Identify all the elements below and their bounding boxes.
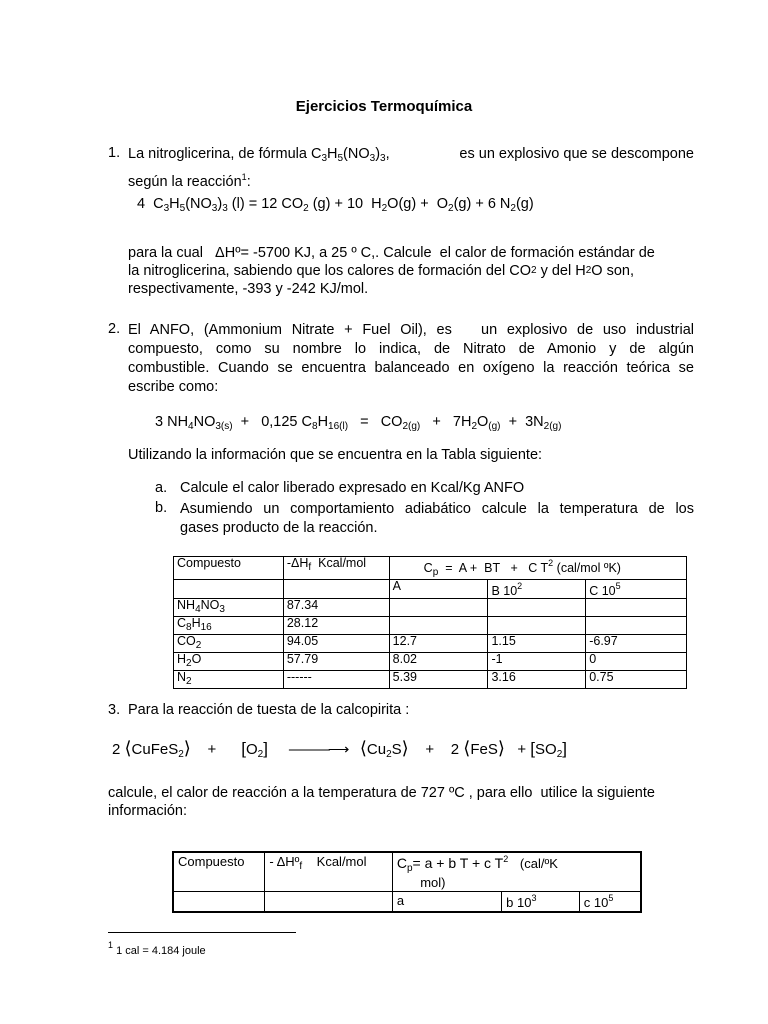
table-header-row (174, 557, 687, 580)
compound-cell: $NH_4NO_3$ (174, 599, 284, 617)
exercise-1-para-line2c: O son, (591, 263, 635, 279)
compound-cell: $CO_2$ (174, 635, 284, 653)
exercise-2-line3: combustible. Cuando se encuentra balanceado en oxígeno la reacción teórica se (128, 360, 694, 376)
exercise-1-intro-a: La nitroglicerina, de fórmula C (128, 146, 322, 162)
b-cell (488, 599, 586, 617)
exercise-3-reaction: 2 ⟨CuFeS$_2$⟩ + $[O_2]$ ———⟶ $⟨Cu_2S⟩$ + 2 ⟨FeS⟩ + $[SO_2]$ (112, 738, 568, 760)
c-cell: -6.97 (586, 635, 687, 653)
exercise-3-paragraph (108, 784, 694, 820)
page-title: Ejercicios Termoquímica (295, 98, 473, 115)
b-cell: 3.16 (488, 671, 586, 689)
table-row (174, 671, 687, 689)
header-compuesto: Compuesto (173, 852, 265, 892)
exercise-3-intro: Para la reacción de tuesta de la calcopirita : (128, 702, 410, 718)
dhf-cell: 28.12 (283, 617, 389, 635)
exercise-2-line1: El ANFO, (Ammonium Nitrate + Fuel Oil), es un explosivo de uso industrial (128, 322, 694, 338)
compound-cell: $N_2$ (174, 671, 284, 689)
exercise-1-para-line3: respectivamente, -393 y -242 KJ/mol. (128, 281, 369, 297)
subheader-c: C $10^5$ (586, 580, 687, 599)
exercise-2-utilizando: Utilizando la información que se encuentra en la Tabla siguiente: (128, 447, 543, 463)
header-dhf: $-\Delta H_f$ Kcal/mol (283, 557, 389, 580)
exercise-2-number: 2. (108, 321, 121, 337)
exercise-1-para-line1: para la cual ΔHº= -5700 KJ, a 25 º C,. Calcule el calor de formación estándar de (128, 245, 655, 261)
exercise-2-line4: escribe como: (128, 379, 219, 395)
exercise-1-para-line2b: y del H (536, 263, 586, 279)
subheader-b: b $10^3$ (502, 892, 580, 913)
exercise-1-intro-line2: según la reacción (128, 174, 242, 190)
exercise-3-para-line2: información: (108, 803, 187, 819)
a-cell: 5.39 (389, 671, 488, 689)
header-cp: $C_p = A$ + BT + C $T^2$ (cal/mol ºK) (389, 557, 686, 580)
item-a-marker: a. (155, 480, 168, 496)
a-cell (389, 599, 488, 617)
exercise-2-reaction: 3 $NH_4NO_{3(s)} + 0,125$ $C_8H_{16(l)} = CO_{2(g)} + 7H_2O_{(g)} + 3N_{2(g)}$ (155, 414, 562, 432)
exercise-1-number: 1. (108, 145, 121, 161)
dhf-cell: 94.05 (283, 635, 389, 653)
table-row (174, 653, 687, 671)
footnote-marker: 1 (108, 940, 114, 950)
exercise-3-para-line1: calcule, el calor de reacción a la temperatura de 727 ºC , para ello utilice la siguiente (108, 785, 655, 801)
table-row (174, 599, 687, 617)
item-a-text: Calcule el calor liberado expresado en Kcal/Kg ANFO (180, 480, 525, 496)
c-cell (586, 617, 687, 635)
table-row (174, 617, 687, 635)
anfo-data-table (173, 556, 687, 689)
a-cell (389, 617, 488, 635)
compound-cell: $C_8H_{16}$ (174, 617, 284, 635)
b-cell (488, 617, 586, 635)
exercise-3-number: 3. (108, 702, 121, 718)
table-row (174, 635, 687, 653)
table-header-row (173, 852, 641, 892)
table-subheader-row (174, 580, 687, 599)
exercise-1-reaction: 4 $C_3H_5(NO_3)_3$ (l) = 12 $CO_2$ (g) + 10 $H_2O(g) + O_2(g) + 6$ $N_2(g)$ (137, 196, 534, 214)
item-b-text (180, 500, 694, 538)
item-b-line2: gases producto de la reacción. (180, 520, 378, 536)
dhf-cell: 57.79 (283, 653, 389, 671)
exercise-1-para-line2: la nitroglicerina, sabiendo que los calores de formación del CO (128, 263, 531, 279)
exercise-2-line2: compuesto, como su nombre lo indica, de Nitrato de Amonio y de algún (128, 341, 694, 357)
c-cell: 0 (586, 653, 687, 671)
a-cell: 8.02 (389, 653, 488, 671)
compound-cell: $H_2O$ (174, 653, 284, 671)
b-cell: -1 (488, 653, 586, 671)
header-compuesto: Compuesto (174, 557, 284, 580)
footnote-separator (108, 932, 296, 933)
footnote-text: 1 cal = 4.184 joule (116, 945, 206, 957)
header-dhf: - ΔHº$_f$ Kcal/mol (265, 852, 392, 892)
table-subheader-row (173, 892, 641, 913)
c-cell: 0.75 (586, 671, 687, 689)
footnote-reference: 1 (241, 172, 247, 182)
calcopirita-data-table (172, 851, 642, 913)
item-b-line1: Asumiendo un comportamiento adiabático calcule la temperatura de los (180, 501, 694, 517)
item-b-marker: b. (155, 500, 168, 516)
subheader-b: B $10^2$ (488, 580, 586, 599)
dhf-cell: 87.34 (283, 599, 389, 617)
header-cp: $C_p= a + b$ T + c $T^2$ (cal/ºK mol) (392, 852, 641, 892)
footnote (108, 940, 206, 957)
subheader-c: c $10^5$ (579, 892, 641, 913)
a-cell: 12.7 (389, 635, 488, 653)
subheader-a: A (389, 580, 488, 599)
exercise-1-intro-b: es un explosivo que se descompone (459, 146, 694, 162)
exercise-2-paragraph (128, 321, 694, 397)
c-cell (586, 599, 687, 617)
b-cell: 1.15 (488, 635, 586, 653)
dhf-cell: ------ (283, 671, 389, 689)
subheader-a: a (392, 892, 501, 913)
exercise-1-intro: La nitroglicerina, de fórmula $C_3H_5(NO_3)_3$, es un explosivo que se descompone según la reacción$^1$: (128, 146, 694, 190)
exercise-1-paragraph: para la cual ΔHº= -5700 KJ, a 25 º C,. Calcule el calor de formación estándar de la nitroglicerina, sabiendo que los calores de formación del CO 2 y del H 2 O son, respectivamente, -393 y -242 KJ/mol. (128, 244, 694, 298)
